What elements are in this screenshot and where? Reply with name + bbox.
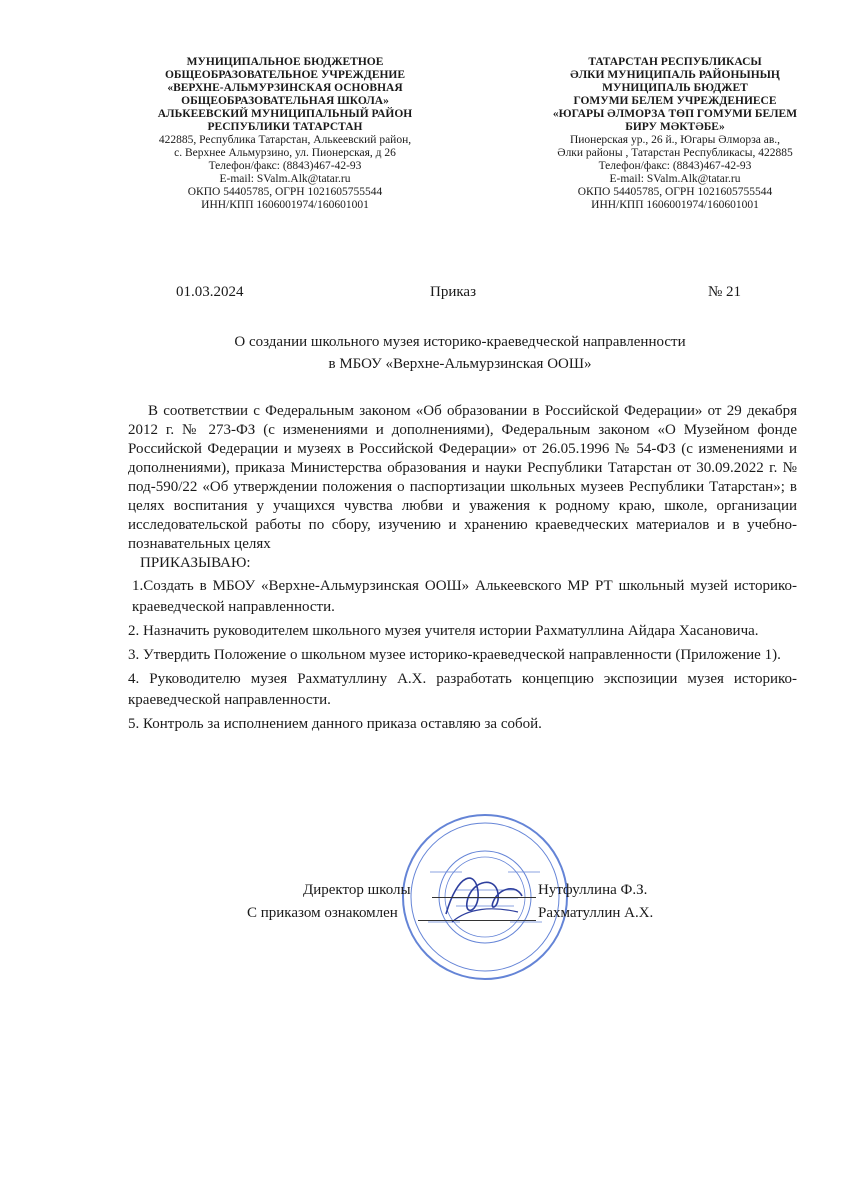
- header-right-address: Әлки районы , Татарстан Республикасы, 422885: [557, 147, 793, 159]
- acknowledged-name: Рахматуллин А.Х.: [538, 905, 654, 921]
- header-left-line: АЛЬКЕЕВСКИЙ МУНИЦИПАЛЬНЫЙ РАЙОН: [157, 108, 413, 120]
- acknowledgement-label: С приказом ознакомлен: [247, 905, 398, 921]
- header-left-line: РЕСПУБЛИКИ ТАТАРСТАН: [207, 121, 363, 133]
- header-left-address: 422885, Республика Татарстан, Алькеевский район,: [158, 134, 412, 146]
- order-title-line: в МБОУ «Верхне-Альмурзинская ООШ»: [328, 356, 592, 372]
- header-left-line: «ВЕРХНЕ-АЛЬМУРЗИНСКАЯ ОСНОВНАЯ: [167, 82, 403, 94]
- order-body: [128, 402, 797, 735]
- director-signature-line: [432, 897, 536, 898]
- header-left-line: ОБЩЕОБРАЗОВАТЕЛЬНАЯ ШКОЛА»: [181, 95, 389, 107]
- order-word: ПРИКАЗЫВАЮ:: [140, 555, 251, 571]
- order-number: № 21: [708, 284, 742, 300]
- header-left-email: E-mail: SValm.Alk@tatar.ru: [219, 173, 351, 185]
- director-label: Директор школы: [303, 882, 411, 898]
- header-right-address: Пионерская ур., 26 й., Югары Әлморза ав.,: [569, 134, 781, 146]
- header-right-line: БИРУ МӘКТӘБЕ»: [625, 121, 725, 133]
- order-title-line: О создании школьного музея историко-краеведческой направленности: [234, 334, 686, 350]
- order-item: 3. Утвердить Положение о школьном музее историко-краеведческой направленности (Приложение 1).: [128, 647, 781, 663]
- header-left-line: МУНИЦИПАЛЬНОЕ БЮДЖЕТНОЕ: [186, 56, 384, 68]
- order-item: 2. Назначить руководителем школьного музея учителя истории Рахматуллина Айдара Хасановича.: [128, 623, 759, 639]
- order-item: 1.Создать в МБОУ «Верхне-Альмурзинская ООШ» Алькеевского МР РТ школьный музей историко-краеведческой направленности.: [132, 578, 797, 615]
- order-item: 4. Руководителю музея Рахматуллину А.Х. разработать концепцию экспозиции музея историко-краеведческой направленности.: [128, 671, 797, 708]
- ack-signature-line: [418, 920, 536, 921]
- director-name: Нутфуллина Ф.З.: [538, 882, 648, 898]
- order-title: [100, 331, 820, 375]
- header-left-address: с. Верхнее Альмурзино, ул. Пионерская, д 26: [174, 147, 396, 159]
- header-right-email: E-mail: SValm.Alk@tatar.ru: [609, 173, 741, 185]
- header-left-okpo: ОКПО 54405785, ОГРН 1021605755544: [187, 186, 383, 198]
- header-left-line: ОБЩЕОБРАЗОВАТЕЛЬНОЕ УЧРЕЖДЕНИЕ: [164, 69, 406, 81]
- header-russian: [135, 56, 435, 212]
- header-right-line: ӘЛКИ МУНИЦИПАЛЬ РАЙОНЫНЫҢ: [570, 69, 780, 81]
- order-date: 01.03.2024: [176, 284, 244, 300]
- header-left-phone: Телефон/факс: (8843)467-42-93: [208, 160, 362, 172]
- document-type: Приказ: [430, 284, 477, 300]
- header-tatar: [520, 56, 830, 212]
- header-right-line: МУНИЦИПАЛЬ БЮДЖЕТ: [602, 82, 748, 94]
- header-left-inn: ИНН/КПП 1606001974/160601001: [201, 199, 369, 211]
- order-item: 5. Контроль за исполнением данного приказа оставляю за собой.: [128, 716, 542, 732]
- header-right-okpo: ОКПО 54405785, ОГРН 1021605755544: [577, 186, 773, 198]
- header-right-inn: ИНН/КПП 1606001974/160601001: [591, 199, 759, 211]
- header-right-phone: Телефон/факс: (8843)467-42-93: [598, 160, 752, 172]
- preamble-paragraph: В соответствии с Федеральным законом «Об образовании в Российской Федерации» от 29 декабря 2012 г. № 273-ФЗ (с изменениями и дополнениями), Федеральным законом «О Музейном фонде Российской Федерации и музеях в Российской Федерации» от 26.05.1996 № 54-ФЗ (с изменениями и дополнениями), приказа Министерства образования и науки Республики Татарстан от 30.09.2022 г. № под-590/22 «Об утверждении положения о паспортизации школьных музеев Республики Татарстан»; в целях воспитания у учащихся чувства любви и уважения к родному краю, школе, организации исследовательской работы по сбору, изучению и хранению краеведческих материалов и в учебно-познавательных целях: [128, 403, 797, 552]
- header-right-line: ГОМУМИ БЕЛЕМ УЧРЕЖДЕНИЕСЕ: [573, 95, 777, 107]
- header-right-line: «ЮГАРЫ ӘЛМОРЗА ТӨП ГОМУМИ БЕЛЕМ: [552, 108, 798, 120]
- header-right-line: ТАТАРСТАН РЕСПУБЛИКАСЫ: [588, 56, 762, 68]
